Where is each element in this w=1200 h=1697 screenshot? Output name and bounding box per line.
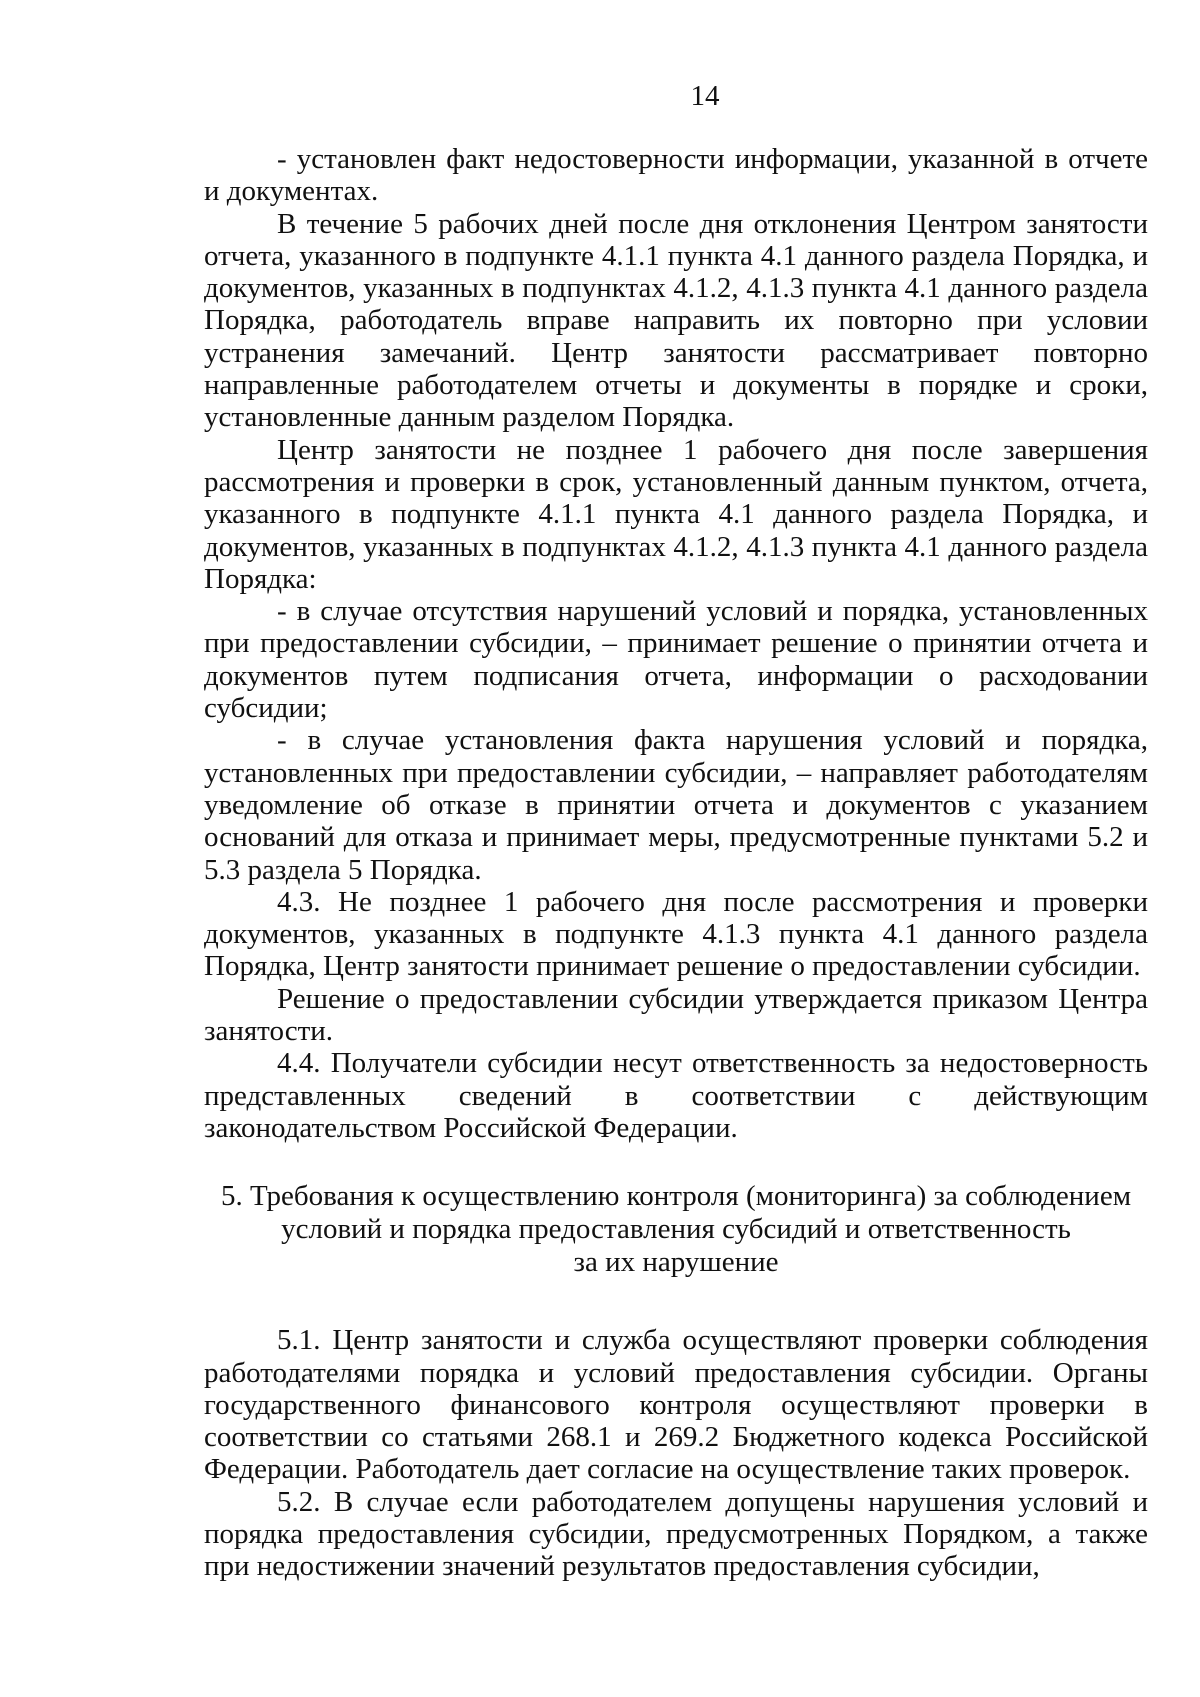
paragraph: Центр занятости не позднее 1 рабочего дня после завершения рассмотрения и проверки в срок, установленный данным пунктом, отчета, указанного в подпункте 4.1.1 пункта 4.1 данного раздела Порядка, и документов, указанных в подпунктах 4.1.2, 4.1.3 пункта 4.1 данного раздела Порядка:	[204, 433, 1148, 595]
paragraph: В течение 5 рабочих дней после дня отклонения Центром занятости отчета, указанного в подпункте 4.1.1 пункта 4.1 данного раздела Порядка, и документов, указанных в подпунктах 4.1.2, 4.1.3 пункта 4.1 данного раздела Порядка, работодатель вправе направить их повторно при условии устранения замечаний. Центр занятости рассматривает повторно направленные работодателем отчеты и документы в порядке и сроки, установленные данным разделом Порядка.	[204, 207, 1148, 434]
section-heading-line: за их нарушение	[573, 1246, 779, 1279]
paragraph: - в случае отсутствия нарушений условий и порядка, установленных при предоставлении субсидии, – принимает решение о принятии отчета и документов путем подписания отчета, информации о расходовании субсидии;	[204, 595, 1148, 725]
paragraph: - установлен факт недостоверности информации, указанной в отчете и документах.	[204, 143, 1148, 208]
paragraph: 4.4. Получатели субсидии несут ответственность за недостоверность представленных сведений в соответствии с действующим законодательством Российской Федерации.	[204, 1047, 1148, 1144]
paragraph: Решение о предоставлении субсидии утверждается приказом Центра занятости.	[204, 982, 1148, 1048]
paragraph: - в случае установления факта нарушения условий и порядка, установленных при предоставлении субсидии, – направляет работодателям уведомление об отказе в принятии отчета и документов с указанием оснований для отказа и принимает меры, предусмотренные пунктами 5.2 и 5.3 раздела 5 Порядка.	[204, 724, 1148, 886]
document-body	[204, 143, 1148, 1583]
paragraph: 4.3. Не позднее 1 рабочего дня после рассмотрения и проверки документов, указанных в подпункте 4.1.3 пункта 4.1 данного раздела Порядка, Центр занятости принимает решение о предоставлении субсидии.	[204, 885, 1148, 983]
paragraph: 5.2. В случае если работодателем допущены нарушения условий и порядка предоставления субсидии, предусмотренных Порядком, а также при недостижении значений результатов предоставления субсидии,	[204, 1485, 1148, 1583]
page-number: 14	[690, 80, 720, 112]
section-heading-line: условий и порядка предоставления субсидий и ответственность	[281, 1213, 1071, 1246]
section-heading-line: 5. Требования к осуществлению контроля (мониторинга) за соблюдением	[220, 1180, 1132, 1213]
section-heading	[204, 1180, 1148, 1279]
paragraph: 5.1. Центр занятости и служба осуществляют проверки соблюдения работодателями порядка и условий предоставления субсидии. Органы государственного финансового контроля осуществляют проверки в соответствии со статьями 268.1 и 269.2 Бюджетного кодекса Российской Федерации. Работодатель дает согласие на осуществление таких проверок.	[204, 1324, 1148, 1486]
